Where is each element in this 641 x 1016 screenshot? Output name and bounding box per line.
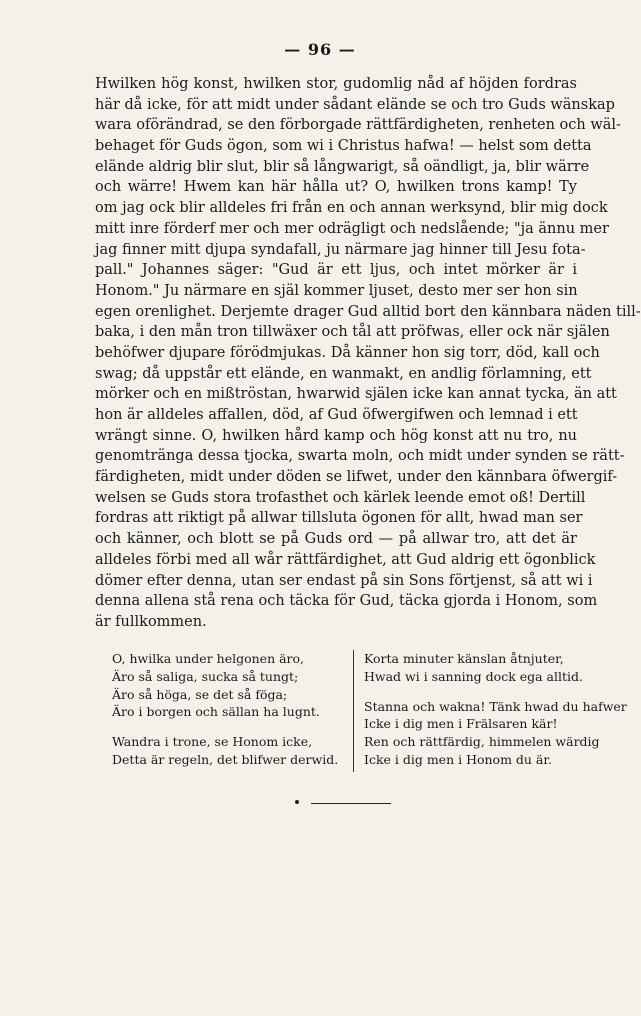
text-line-last: är fullkommen.: [95, 613, 207, 630]
end-ornament-dot: [295, 800, 299, 804]
verse-line: Äro så höga, se det så föga;: [112, 686, 288, 702]
verse-line: Äro så saliga, sucka så tungt;: [112, 668, 299, 684]
text-line: elände aldrig blir slut, blir så långwarigt, så oändligt, ja, blir wärre: [95, 158, 590, 175]
text-line: hon är alldeles affallen, död, af Gud öfwergifwen och lemnad i ett: [95, 407, 578, 423]
end-rule: [311, 803, 391, 804]
text-line: wara oförändrad, se den förborgade rättfärdigheten, renheten och wäl-: [95, 117, 621, 134]
stanza-gap: [364, 686, 594, 698]
text-line: färdigheten, midt under döden se lifwet, under den kännbara öfwergif-: [95, 469, 618, 486]
text-line: mitt inre förderf mer och mer odrägligt och nedslående; "ja ännu mer: [95, 220, 609, 237]
verse-column-left: [112, 650, 344, 769]
body-paragraph: [95, 74, 641, 633]
verse-line: O, hwilka under helgonen äro,: [112, 651, 305, 666]
text-line: genomtränga dessa tjocka, swarta moln, och midt under synden se rätt-: [95, 448, 625, 465]
verse-line: Icke i dig men i Honom du är.: [364, 751, 552, 767]
text-line: alldeles förbi med all wår rättfärdighet, att Gud aldrig ett ögonblick: [95, 551, 596, 568]
text-line: denna allena stå rena och täcka för Gud, täcka gjorda i Honom, som: [95, 593, 598, 610]
text-line: Honom." Ju närmare en själ kommer ljuset, desto mer ser hon sin: [95, 282, 578, 299]
text-line: dömer efter denna, utan ser endast på sin Sons förtjenst, så att wi i: [95, 572, 593, 589]
text-line: welsen se Guds stora trofasthet och kärlek leende emot oß! Dertill: [95, 489, 586, 506]
text-line: wrängt sinne. O, hwilken hård kamp och hög konst att nu tro, nu: [95, 427, 577, 444]
text-line: om jag ock blir alldeles fri från en och annan werksynd, blir mig dock: [95, 200, 608, 217]
text-line: Hwilken hög konst, hwilken stor, gudomlig nåd af höjden fordras: [95, 76, 577, 92]
verse-line: Stanna och wakna! Tänk hwad du hafwer: [364, 698, 627, 714]
text-line: här då icke, för att midt under sådant elände se och tro Guds wänskap: [95, 96, 615, 113]
column-divider: [353, 650, 354, 772]
text-line: och wärre! Hwem kan här hålla ut? O, hwilken trons kamp! Ty: [95, 179, 577, 196]
text-line: och känner, och blott se på Guds ord — på allwar tro, att det är: [95, 531, 577, 548]
text-line: baka, i den mån tron tillwäxer och tål att pröfwas, eller ock när själen: [95, 324, 610, 341]
verse-line: Wandra i trone, se Honom icke,: [112, 734, 313, 750]
verse-line: Korta minuter känslan åtnjuter,: [364, 651, 564, 666]
text-line: fordras att riktigt på allwar tillsluta ögonen för allt, hwad man ser: [95, 510, 583, 527]
text-line: behöfwer djupare förödmjukas. Då känner hon sig torr, död, kall och: [95, 344, 600, 361]
verse-line: Icke i dig men i Frälsaren kär!: [364, 716, 558, 732]
verse-line: Ren och rättfärdig, himmelen wärdig: [364, 734, 600, 750]
text-line: swag; då uppstår ett elände, en wanmakt, en andlig förlamning, ett: [95, 365, 592, 382]
text-line: egen orenlighet. Derjemte drager Gud alltid bort den kännbara näden till-: [95, 303, 641, 320]
text-line: jag finner mitt djupa syndafall, ju närmare jag hinner till Jesu fota-: [95, 241, 586, 258]
text-line: mörker och en mißtröstan, hwarwid själen icke kan annat tycka, än att: [95, 386, 617, 403]
text-line: behaget för Guds ögon, som wi i Christus hafwa! — helst som detta: [95, 138, 592, 155]
stanza-gap: [112, 721, 344, 733]
text-line: pall." Johannes säger: "Gud är ett ljus, och intet mörker är i: [95, 262, 577, 279]
verse-column-right: [364, 650, 627, 769]
verse-line: Hwad wi i sanning dock ega alltid.: [364, 668, 584, 684]
page-number: — 96 —: [284, 40, 356, 59]
verse-line: Detta är regeln, det blifwer derwid.: [112, 751, 339, 767]
verse-line: Äro i borgen och sällan ha lugnt.: [112, 704, 320, 720]
